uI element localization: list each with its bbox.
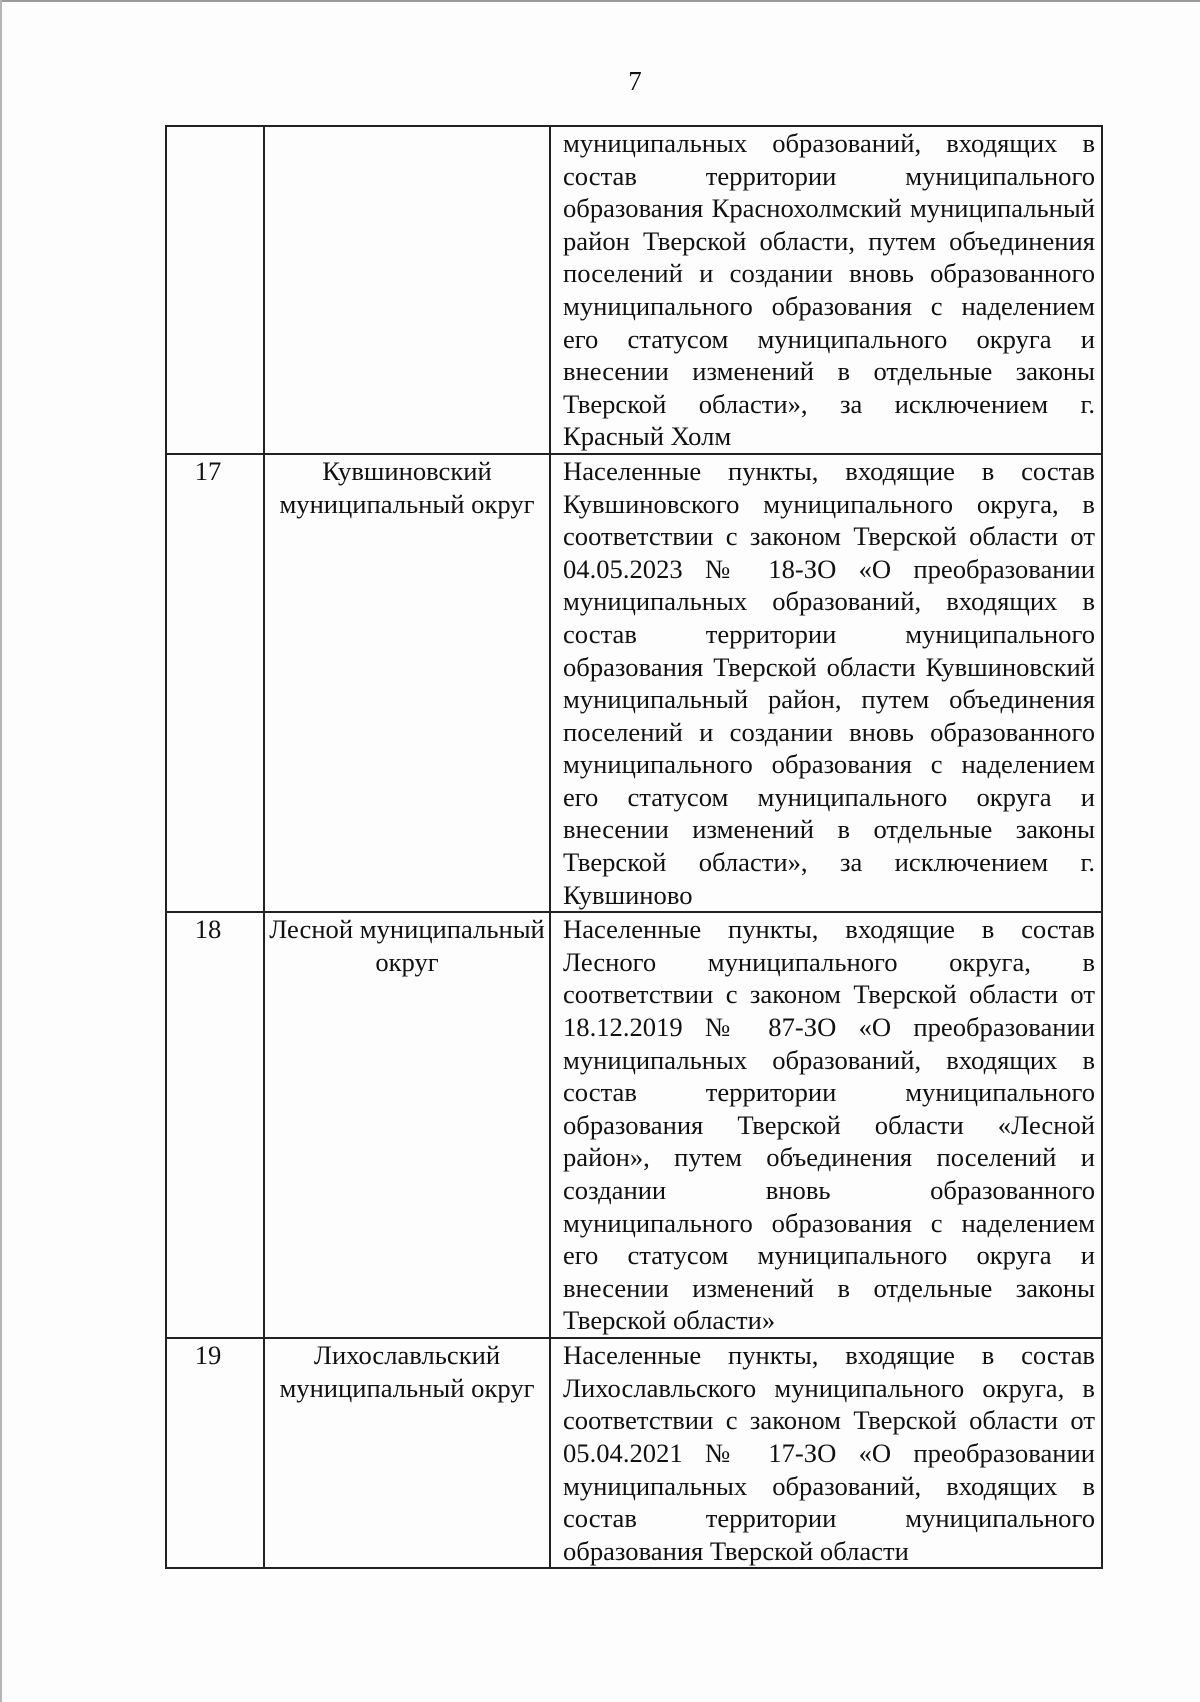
description-cell	[550, 126, 1102, 454]
description-cell	[550, 912, 1102, 1338]
row-number-cell	[166, 126, 264, 454]
scan-edge-top	[0, 0, 1200, 2]
table-row	[166, 1338, 1102, 1568]
row-number-cell: 18	[166, 912, 264, 1338]
page-number: 7	[628, 66, 642, 96]
municipal-districts-table	[165, 125, 1103, 1569]
district-name-cell	[264, 126, 550, 454]
district-name-cell: Лесной муниципальный округ	[264, 912, 550, 1338]
district-name-cell: Лихославльский муниципальный округ	[264, 1338, 550, 1568]
row-number-cell: 17	[166, 454, 264, 912]
scan-edge-left	[0, 0, 2, 1702]
description-cell	[550, 454, 1102, 912]
description-text: Населенные пункты, входящие в состав Кувшиновского муниципального округа, в соответствии с законом Тверской области от 04.05.2023 № 18-ЗО «О преобразовании муниципальных образований, входящих в состав территории муниципального образования Тверской области Кувшиновский муниципальный район, путем объединения поселений и создании вновь образованного муниципального образования с наделением его статусом муниципального округа и внесении изменений в отдельные законы Тверской области», за исключением г. Кувшиново	[563, 455, 1095, 910]
district-name-cell: Кувшиновский муниципальный округ	[264, 454, 550, 912]
row-number-cell: 19	[166, 1338, 264, 1568]
table-row	[166, 454, 1102, 912]
description-text: муниципальных образований, входящих в состав территории муниципального образования Краснохолмский муниципальный район Тверской области, путем объединения поселений и создании вновь образованного муниципального образования с наделением его статусом муниципального округа и внесении изменений в отдельные законы Тверской области», за исключением г. Красный Холм	[563, 128, 1095, 452]
table-row	[166, 912, 1102, 1338]
description-text: Населенные пункты, входящие в состав Лесного муниципального округа, в соответствии с законом Тверской области от 18.12.2019 № 87-ЗО «О преобразовании муниципальных образований, входящих в состав территории муниципального образования Тверской области «Лесной район», путем объединения поселений и создании вновь образованного муниципального образования с наделением его статусом муниципального округа и внесении изменений в отдельные законы Тверской области»	[563, 914, 1095, 1336]
description-text: Населенные пункты, входящие в состав Лихославльского муниципального округа, в соответствии с законом Тверской области от 05.04.2021 № 17-ЗО «О преобразовании муниципальных образований, входящих в состав территории муниципального образования Тверской области	[563, 1340, 1095, 1566]
description-cell	[550, 1338, 1102, 1568]
table-row	[166, 126, 1102, 454]
